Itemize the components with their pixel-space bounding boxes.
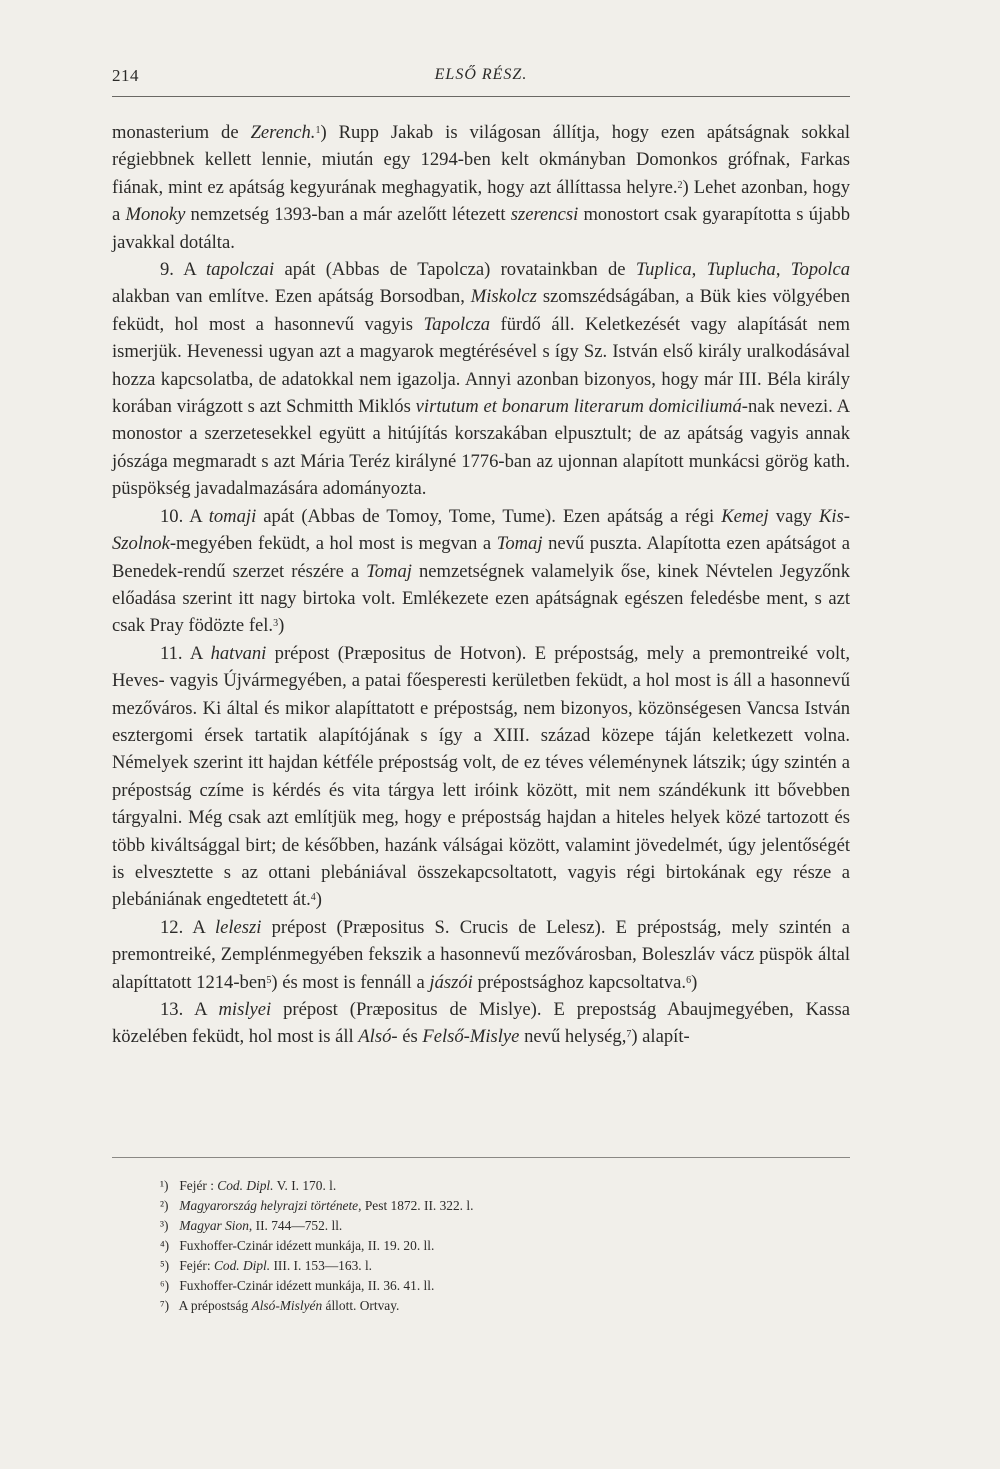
- text-run: A prépostság: [178, 1298, 252, 1313]
- text-run: 9. A: [160, 259, 206, 281]
- italic-text: tomaji: [208, 505, 257, 527]
- footnote: [160, 1196, 760, 1216]
- italic-text: Kemej: [721, 505, 769, 527]
- text-run: 11. A: [160, 642, 211, 664]
- text-run: ) Lehet azonban, hogy a: [112, 176, 850, 226]
- italic-text: jászói: [429, 971, 473, 993]
- footnote-mark: ⁵): [160, 1258, 170, 1273]
- text-run: szomszédságában, a Bük kies völgyében feküdt, hol most a hasonnevű vagyis: [112, 286, 851, 335]
- italic-text: tapolczai: [205, 259, 275, 281]
- text-run: alakban van említve. Ezen apátság Borsodban,: [112, 286, 471, 308]
- text-run: , II. 744—752. ll.: [248, 1218, 343, 1233]
- italic-text: virtutum et bonarum literarum domiciliumá: [415, 396, 742, 418]
- footnote-mark: ³): [160, 1218, 169, 1233]
- text-run: Fuxhoffer-Czinár idézett munkája, II. 36. 41. ll.: [179, 1278, 435, 1293]
- running-title: ELSŐ RÉSZ.: [434, 66, 528, 83]
- text-run: nemzetségnek valamelyik őse, kinek Névtelen Jegyzőnk előadása szerint itt nagy birtoka volt. Emlékezete ezen apátságnak egészen feledésbe ment, s azt csak Pray födözte fel.: [112, 560, 850, 637]
- text-run: -megyében feküdt, a hol most is megvan a: [169, 533, 497, 555]
- footnote-mark: ⁶): [160, 1278, 170, 1293]
- text-run: prépostsághoz kapcsoltatva.: [472, 971, 687, 993]
- text-run: Fejér:: [179, 1258, 214, 1273]
- paragraph: [112, 503, 850, 640]
- text-run: és: [397, 1026, 423, 1048]
- text-run: apát (Abbas de Tapolcza) rovatainkban de: [274, 259, 636, 281]
- italic-text: szerencsi: [510, 204, 579, 226]
- footnote-mark: ⁴): [160, 1238, 170, 1253]
- text-run: prépost (Præpositus S. Crucis de Lelesz). E prépostság, mely szintén a premontreiké, Zemplénmegyében fekszik a hasonnevű mezővárosban, Boleszláv vácz püspök által alapíttatott 1214-ben: [112, 916, 850, 993]
- text-run: vagy: [768, 505, 819, 527]
- italic-text: Topolca: [790, 259, 851, 281]
- text-run: prépost (Præpositus de Mislye). E prepostság Abaujmegyében, Kassa közelében feküdt, hol most is áll: [112, 999, 851, 1048]
- footnote: [160, 1216, 760, 1236]
- text-run: nemzetség 1393-ban a már azelőtt létezett: [185, 204, 511, 226]
- footnote: [160, 1256, 760, 1276]
- text-run: nevű helység,: [519, 1026, 627, 1048]
- italic-text: Alsó-Mislyén: [251, 1298, 323, 1313]
- text-run: állott. Ortvay.: [322, 1298, 400, 1313]
- italic-text: Alsó-: [358, 1026, 398, 1048]
- text-run: ): [691, 971, 698, 993]
- italic-text: Tuplucha: [706, 259, 776, 281]
- text-run: apát (Abbas de Tomoy, Tome, Tume). Ezen apátság a régi: [256, 505, 722, 527]
- text-run: III. I. 153—163. l.: [270, 1258, 373, 1273]
- italic-text: Tomaj: [496, 533, 543, 555]
- italic-text: Tomaj: [366, 560, 412, 582]
- text-run: V. I. 170. l.: [273, 1178, 337, 1193]
- italic-text: Cod. Dipl.: [217, 1178, 274, 1193]
- italic-text: Felső-Mislye: [422, 1026, 520, 1048]
- italic-text: Cod. Dipl.: [213, 1258, 271, 1273]
- footnote-divider: [112, 1157, 850, 1158]
- italic-text: leleszi: [214, 916, 262, 938]
- footnote-ref: 1: [315, 125, 321, 136]
- italic-text: Kis-Szolnok: [112, 505, 850, 555]
- text-run: ,: [691, 259, 707, 281]
- italic-text: hatvani: [210, 642, 267, 664]
- italic-text: Magyarország helyrajzi története: [179, 1198, 359, 1213]
- italic-text: Miskolcz: [470, 286, 537, 308]
- footnotes: [160, 1176, 760, 1316]
- italic-text: Zerench.: [250, 122, 316, 143]
- italic-text: mislyei: [218, 999, 272, 1020]
- text-run: nevű puszta. Alapította ezen apátságot a Benedek-rendű szerzet részére a: [112, 533, 850, 582]
- text-run: monostort csak gyarapította s újabb javakkal dotálta.: [112, 204, 850, 253]
- text-run: , Pest 1872. II. 322. l.: [358, 1198, 474, 1213]
- text-run: ): [315, 889, 322, 911]
- footnote-ref: 5: [266, 974, 272, 986]
- text-run: Fuxhoffer-Czinár idézett munkája, II. 19. 20. ll.: [179, 1238, 435, 1253]
- text-run: -nak nevezi. A monostor a szerzetesekkel együtt a hitújítás korszakában elpusztult; de az apátság vagyis annak jószága megmaradt s azt Mária Teréz királyné 1776-ban az ujonnan alapított munkácsi görög kath. püspökség javadalmazására adományozta.: [112, 396, 851, 500]
- italic-text: Magyar Sion: [179, 1218, 249, 1233]
- text-run: ): [278, 615, 285, 637]
- text-run: 12. A: [160, 916, 215, 938]
- footnote-mark: ⁷): [160, 1298, 170, 1313]
- italic-text: Monoky: [125, 204, 186, 226]
- footnote-ref: 7: [626, 1029, 632, 1041]
- footnote-ref: 2: [677, 179, 683, 191]
- text-run: ) és most is fennáll a: [271, 971, 430, 993]
- footnote: [160, 1276, 760, 1296]
- body-text: [112, 119, 850, 1051]
- text-run: 13. A: [160, 999, 219, 1020]
- footnote-ref: 3: [273, 618, 279, 630]
- text-run: ) Rupp Jakab is világosan állítja, hogy ezen apátságnak sokkal régiebbnek kellett lennie, miután egy 1294-ben kelt okmányban Domonkos grófnak, Farkas fiának, mint ez apátság kegyurának meghagyatik, hogy azt állíttassa helyre.: [112, 122, 850, 198]
- footnote-mark: ¹): [160, 1178, 169, 1193]
- footnote-mark: ²): [160, 1198, 169, 1213]
- text-run: ,: [775, 259, 791, 281]
- footnote: [160, 1176, 760, 1196]
- italic-text: Tapolcza: [423, 313, 491, 335]
- footnote-ref: 4: [310, 892, 316, 904]
- page-number: 214: [112, 66, 139, 85]
- text-run: fürdő áll. Keletkezését vagy alapítását nem ismerjük. Hevenessi ugyan azt a magyarok megtérésével s így Sz. István első király uralkodásával hozza kapcsolatba, de adatokkal nem igazolja. Annyi azonban bizonyos, hogy már III. Béla király korában virágzott s azt Schmitth Miklós: [112, 313, 850, 418]
- paragraph: [112, 256, 850, 503]
- paragraph: [112, 996, 850, 1051]
- footnote-ref: 6: [686, 974, 692, 986]
- text-run: 10. A: [160, 505, 209, 527]
- page-header: [112, 66, 850, 97]
- italic-text: Tuplica: [635, 259, 692, 281]
- paragraph: [112, 914, 850, 996]
- paragraph: [112, 119, 850, 256]
- footnote: [160, 1236, 760, 1256]
- text-run: ) alapít-: [631, 1026, 690, 1048]
- text-run: prépost (Præpositus de Hotvon). E prépostság, mely a premontreiké volt, Heves- vagyis Újvármegyében, a patai főesperesti kerületben feküdt, a hol most is áll a hasonnevű mezőváros. Ki által és mikor alapíttatott e prépostság, nem bizonyos, közönségesen Vancsa István esztergomi érsek tartatik alapítójának s így a XIII. század közepe táján keletkezett volna. Némelyek szerint itt hajdan kétféle prépostság volt, de ez téves véleménynek látszik; úgy szintén a prépostság czíme is kérdés és vita tárgya lett iróink között, mit nem szándékunk itt bővebben tárgyalni. Még csak azt említjük meg, hogy e prépostság hajdan a hiteles helyek közé tartozott és több kiváltsággal birt; de későbben, hazánk válságai között, valamint jövedelmét, úgy jelentőségét is elvesztette s az ottani plebániával összekapcsoltatott, vagyis régi birtokának egy része a plebániának engedtetett át.: [112, 642, 850, 911]
- footnote: [160, 1296, 760, 1316]
- paragraph: [112, 640, 850, 914]
- text-run: monasterium de: [112, 122, 251, 143]
- text-run: Fejér :: [179, 1178, 218, 1193]
